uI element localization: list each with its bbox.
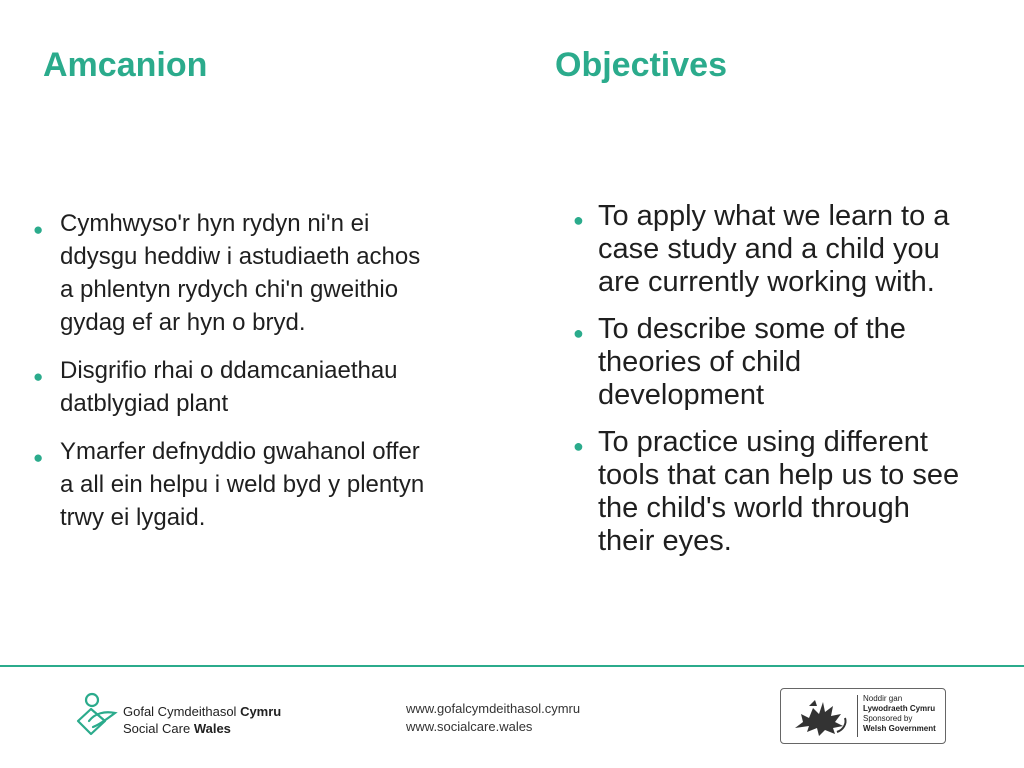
bullet-icon: ● [33,448,44,467]
list-item-text: To practice using different tools that can help us to see the child's world through their eyes. [598,426,960,557]
logo-line2-bold: Wales [193,721,231,736]
logo-wordmark [123,703,281,737]
welsh-government-sponsor-logo [780,688,946,744]
sponsor-noddir: Noddir gan [863,694,903,703]
sponsor-llywodraeth: Lywodraeth Cymru [863,704,936,713]
list-item-text: To apply what we learn to a case study and a child you are currently working with. [598,200,950,298]
sponsor-text [863,694,936,734]
heading-welsh: Amcanion [43,46,208,84]
list-item-text: Disgrifio rhai o ddamcaniaethau datblygiad plant [60,357,398,417]
list-item [573,313,973,412]
list-item-text: To describe some of the theories of child development [598,313,906,411]
logo-line1-regular: Gofal Cymdeithasol [123,704,241,719]
bullet-icon: ● [573,323,584,343]
logo-line1-bold: Cymru [240,704,282,719]
social-care-wales-logo [75,691,315,741]
list-item-text: Cymhwyso'r hyn rydyn ni'n ei ddysgu heddiw i astudiaeth achos a phlentyn rydych chi'n gweithio gydag ef ar hyn o bryd. [60,210,421,336]
bullet-icon: ● [573,436,584,456]
list-item [573,200,973,299]
heading-english: Objectives [555,46,727,84]
sponsor-separator [857,695,858,737]
welsh-dragon-icon [789,694,851,738]
list-item [33,354,433,420]
url-welsh[interactable]: www.gofalcymdeithasol.cymru [406,701,581,716]
list-item [33,207,433,339]
bullet-icon: ● [33,220,44,239]
sponsor-welsh-government: Welsh Government [863,724,936,733]
bullet-icon: ● [573,210,584,230]
footer-urls [406,700,580,736]
url-english[interactable]: www.socialcare.wales [406,719,533,734]
logo-line2-regular: Social Care [123,721,194,736]
english-objectives-list [573,200,973,572]
list-item [33,435,433,534]
welsh-objectives-list [33,207,433,549]
footer-divider [0,665,1024,667]
list-item [573,426,973,558]
social-care-wales-logo-icon [75,691,119,737]
list-item-text: Ymarfer defnyddio gwahanol offer a all ein helpu i weld byd y plentyn trwy ei lygaid. [60,438,425,531]
bullet-icon: ● [33,367,44,386]
sponsor-sponsored-by: Sponsored by [863,714,913,723]
